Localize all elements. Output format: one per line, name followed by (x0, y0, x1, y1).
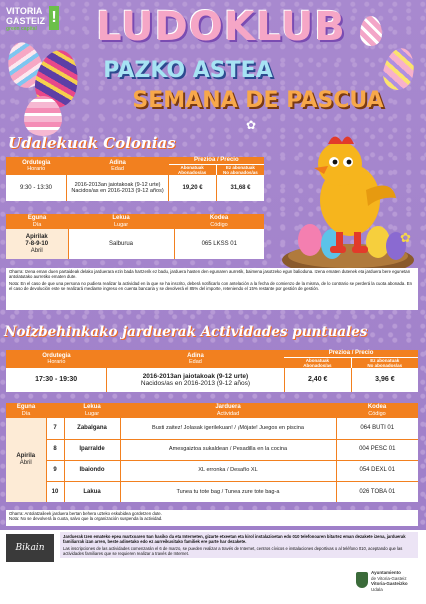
activity-place: Iparralde (64, 439, 120, 460)
footer-text-es: Las inscripciones de las actividades comenzarán el 6 de marzo, se pueden realizar a través de Internet, centros cívicos e instalaciones deportivas o al teléfono 010, aceptando que las actividades familiares que se requieren realizar a través de Internet. (63, 545, 403, 556)
easter-egg-icon (24, 96, 62, 136)
easter-egg-icon (380, 45, 418, 92)
actividades-day-num-header (46, 403, 64, 418)
colonias-code-header: Kodea Código (174, 214, 264, 229)
table-row (6, 481, 418, 502)
actividades-month: Apirila Abril (6, 418, 46, 502)
logo-tag: green capital (6, 26, 37, 32)
council-line4: Udala (371, 586, 383, 592)
colonias-hours-header: Ordutegia Horario (6, 157, 66, 175)
activity-place: Lakua (64, 481, 120, 502)
colonias-notes (6, 268, 418, 310)
colonias-location-table (6, 214, 264, 259)
actividades-hours: 17:30 - 19:30 (6, 368, 107, 392)
activity-day: 8 (46, 439, 64, 460)
activity-place: Zabalgana (64, 418, 120, 439)
activity-code: 054 DEXL 01 (336, 460, 418, 481)
city-council-logo (356, 570, 422, 600)
logo-line1: VITORIA (6, 6, 43, 16)
actividades-note-eu: Oharra: Antolatzaileek jarduera bertan behera uzteko eskubidea gordetzen dute. (9, 511, 162, 516)
colonias-age-header: Adina Edad (66, 157, 168, 175)
logo-exclamation: ! (49, 6, 59, 30)
logo-line2: GASTEIZ (6, 16, 46, 26)
actividades-code-header: Kodea Código (336, 403, 418, 418)
nonmember-label: Ez abonatuak (225, 164, 255, 170)
activity-code: 064 BUTI 01 (336, 418, 418, 439)
activity-name: Busti zaitez! Jolasak igerilekuan! / ¡Mójate! Juegos en piscina (120, 418, 336, 439)
activity-name: Amesgaiztoa sukaldean / Pesadilla en la cocina (120, 439, 336, 460)
table-row (6, 439, 418, 460)
colonias-schedule-table (6, 157, 264, 201)
colonias-code: 065 LKSS 01 (174, 229, 264, 259)
council-line1: Ayuntamiento (371, 570, 401, 575)
actividades-section-title: Noizbehinkako jarduerak Actividades puntuales (4, 324, 368, 340)
activity-day: 10 (46, 481, 64, 502)
vitoria-gasteiz-logo (6, 6, 62, 40)
colonias-hours: 9:30 - 13:30 (6, 175, 66, 201)
colonias-price-nonmember: 31,68 € (217, 175, 264, 201)
actividades-schedule-table (6, 350, 418, 392)
coat-of-arms-icon (356, 572, 368, 588)
actividades-price-header: Prezioa / Precio Abonatuak Abonados/as Ez abonatuak No abonados/as (284, 350, 418, 368)
colonias-note-es: Nota: En el caso de que una persona no pudiera realizar la actividad en la que se ha inscrito, deberá notificarlo con antelación a la fecha de comienzo de la misma, de lo contrario se perderá la cuota abonada. En el caso de devolución este se realizará mediante ingreso en cuenta bancaria y se devolverá el 85% del importe, reteniendo el 15% restante por gestión de gestión. (9, 280, 412, 292)
council-line2: de Vitoria-Gasteiz (371, 575, 407, 581)
actividades-age-header: Adina Edad (107, 350, 284, 368)
actividades-price-nonmember: 3,96 € (351, 368, 418, 392)
activity-day: 9 (46, 460, 64, 481)
actividades-age: 2016-2013an jaiotakoak (9-12 urte) Nacidos/as en 2016-2013 (9-12 años) (107, 368, 284, 392)
colonias-price-header: Prezioa / Precio Abonatuak Abonados/as Ez abonatuak No abonados/as (169, 157, 264, 175)
actividades-note-es: Nota: No se devolverá la cuota, salvo que la organización suspenda la actividad. (9, 516, 163, 522)
colonias-day-header: Eguna Día (6, 214, 68, 229)
bikain-logo (6, 534, 54, 562)
easter-egg-icon (360, 16, 382, 46)
actividades-activity-header: Jarduera Actividad (120, 403, 336, 418)
subtitle-es: SEMANA DE PASCUA (132, 88, 384, 113)
activity-name: XL erronka / Desafío XL (120, 460, 336, 481)
actividades-notes (6, 510, 418, 526)
actividades-price-member: 2,40 € (284, 368, 351, 392)
flower-icon: ✿ (400, 230, 411, 245)
flower-icon: ✿ (246, 118, 257, 132)
page-title: LUDOKLUB (96, 4, 346, 50)
colonias-days: Apirilak 7-8-9-10 Abril (6, 229, 68, 259)
colonias-place-header: Lekua Lugar (68, 214, 174, 229)
activity-code: 004 PESC 01 (336, 439, 418, 460)
subtitle-eu: PAZKO ASTEA (103, 58, 273, 83)
actividades-list-table (6, 403, 418, 502)
actividades-hours-header: Ordutegia Horario (6, 350, 107, 368)
actividades-day-header: Eguna Día (6, 403, 46, 418)
actividades-place-header: Lekua Lugar (64, 403, 120, 418)
footer-info (60, 532, 418, 558)
colonias-place: Salburua (68, 229, 174, 259)
bikain-logo-text: Bikain (15, 543, 45, 553)
colonias-price-member: 19,20 € (169, 175, 217, 201)
council-line3: Vitoria-Gasteizko (371, 581, 408, 586)
chick-in-nest-illustration (270, 130, 420, 280)
footer-text-eu: Jarduerak Izen emateko epea martxoaren 5an hasiko da eta Interneten, gizarte etxeetan eta kirol instalazioetan edo 010 telefonoaren bitartez eman dezakete izena, jarduerak familiarrak izan arren, beste adinetako edo ez aurreikusitako familiek ere parte har dezakete. (63, 534, 406, 545)
activity-day: 7 (46, 418, 64, 439)
colonias-note-eu: Oharra: Izena eman duen partaideak delako jarduerara ezin bada hartzerik ez badu, jarduera hasten den egunaren aurretik, baimena jasotzeko egun balioduna. Izena ematen dutenek eta jarduera bere egunetan antolatutako aurretiko ematen dute. (9, 269, 411, 280)
activity-place: Ibaiondo (64, 460, 120, 481)
table-row (6, 460, 418, 481)
table-row (6, 418, 418, 439)
colonias-section-title: Udalekuak Colonias (8, 134, 176, 152)
colonias-age: 2016-2013an jaiotakoak (9-12 urte) Nacidos/as en 2016-2013 (9-12 años) (66, 175, 168, 201)
member-label: Abonatuak (180, 164, 204, 170)
activity-code: 026 TOBA 01 (336, 481, 418, 502)
activity-name: Tunea tu tote bag / Tunea zure tote bag-a (120, 481, 336, 502)
